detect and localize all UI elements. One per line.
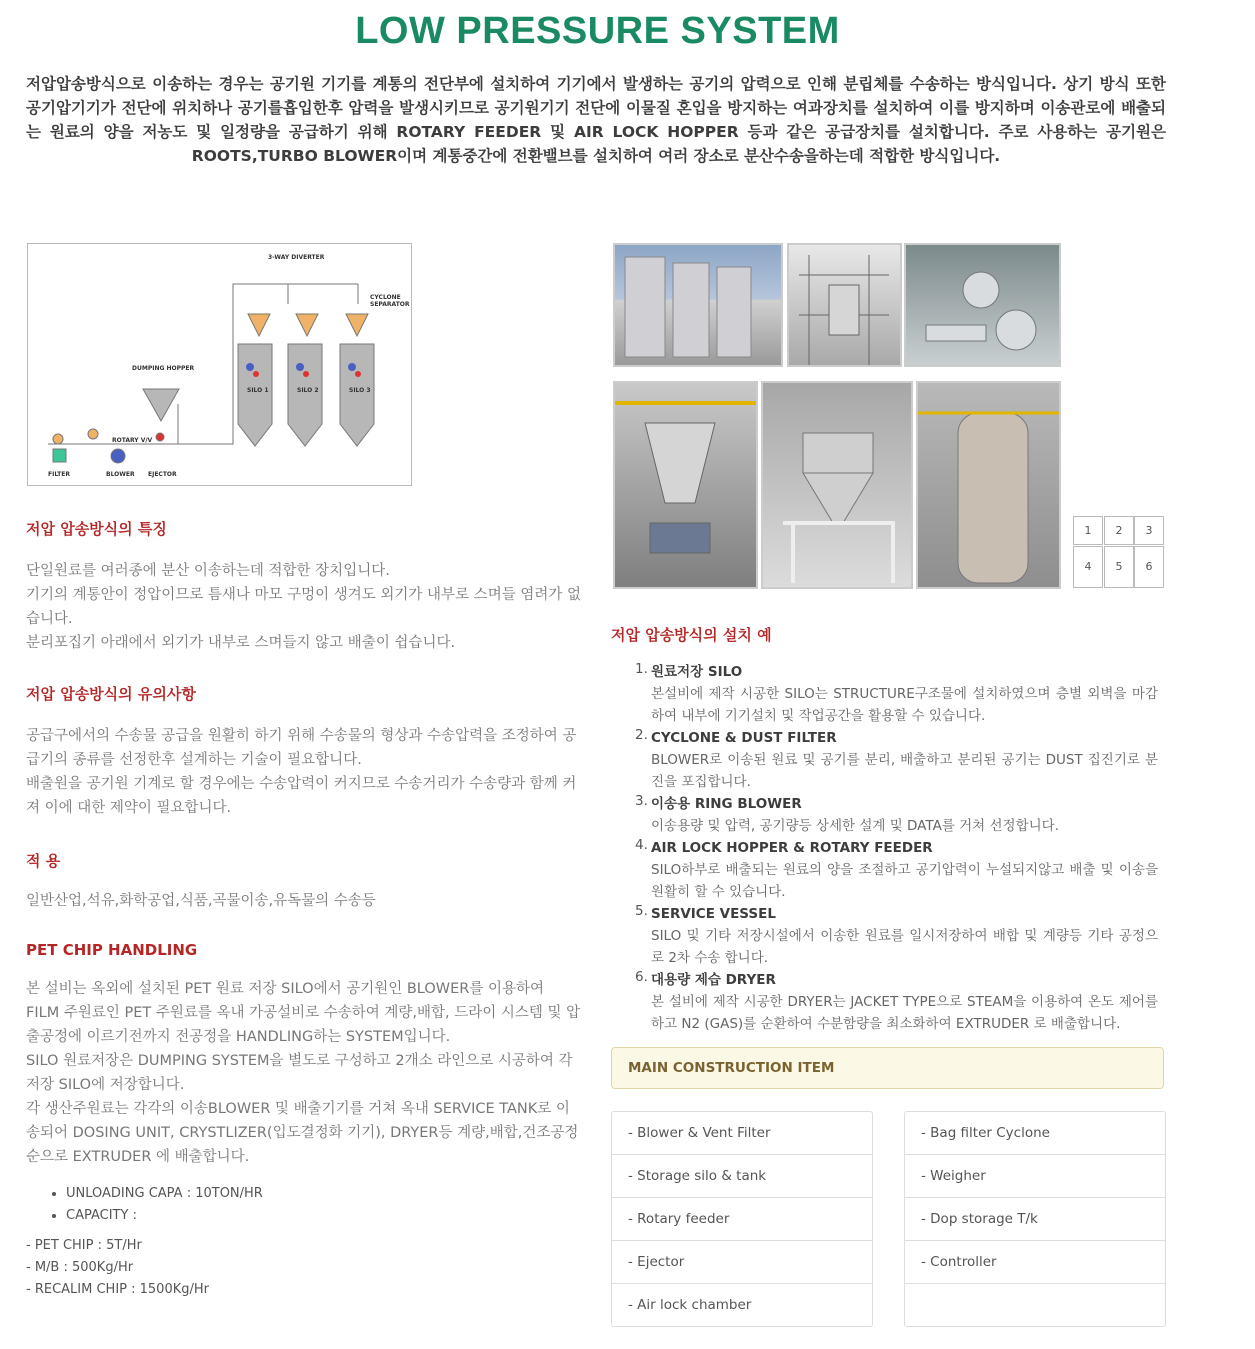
photo-feeder[interactable]: [613, 381, 758, 589]
item-number: 3.: [635, 793, 648, 809]
diagram-label-cyclone: CYCLONE: [370, 294, 401, 301]
photo-dryer[interactable]: [916, 381, 1061, 589]
list-item: [611, 837, 1166, 903]
diagram-label-ejector: EJECTOR: [148, 471, 177, 478]
features-line: 기기의 계통안이 정압이므로 틈새나 마모 구멍이 생겨도 외기가 내부로 스며들 염려가 없습니다.: [26, 587, 581, 627]
list-item: [611, 661, 1166, 727]
photo-vessel[interactable]: [761, 381, 913, 589]
item-title: SERVICE VESSEL: [651, 906, 776, 922]
item-number: 1.: [635, 661, 648, 677]
left-column: [26, 518, 581, 1301]
photo-silos[interactable]: [613, 243, 783, 367]
item-desc: 본 설비에 제작 시공한 DRYER는 JACKET TYPE으로 STEAM을 이용하여 온도 제어를 하고 N2 (GAS)를 순환하여 수분함량을 최소화하여 EXTRUDER 로 배출합니다.: [651, 994, 1158, 1032]
capacity-item: - M/B : 500Kg/Hr: [26, 1260, 134, 1275]
thumb-button[interactable]: 5: [1104, 546, 1134, 588]
item-number: 6.: [635, 969, 648, 985]
capacity-item: - PET CHIP : 5T/Hr: [26, 1238, 142, 1253]
diagram-label-blower: BLOWER: [106, 471, 135, 478]
item-title: 원료저장 SILO: [651, 664, 743, 680]
diagram-label-silo1: SILO 1: [247, 387, 269, 394]
diagram-label-hopper: DUMPING HOPPER: [132, 365, 195, 372]
bullet-item: • CAPACITY :: [66, 1205, 581, 1227]
diagram-label-diverter: 3-WAY DIVERTER: [268, 254, 325, 261]
pet-heading: PET CHIP HANDLING: [26, 941, 198, 959]
diagram-label-silo2: SILO 2: [297, 387, 319, 394]
list-item: [611, 903, 1166, 969]
capacity-item: - RECALIM CHIP : 1500Kg/Hr: [26, 1282, 209, 1297]
item-title: CYCLONE & DUST FILTER: [651, 730, 837, 746]
apply-text: 일반산업,석유,화학공업,식품,곡물이송,유독물의 수송등: [26, 893, 376, 909]
diagram-label-rotary: ROTARY V/V: [112, 437, 153, 444]
features-line: 단일원료를 여러종에 분산 이송하는데 적합한 장치입니다.: [26, 563, 390, 579]
photo-blowers[interactable]: [904, 243, 1061, 367]
item-desc: 본설비에 제작 시공한 SILO는 STRUCTURE구조물에 설치하였으며 층별 외벽을 마감하여 내부에 기기설치 및 작업공간을 활용할 수 있습니다.: [651, 686, 1158, 724]
item-title: AIR LOCK HOPPER & ROTARY FEEDER: [651, 840, 933, 856]
item-desc: BLOWER로 이송된 원료 및 공기를 분리, 배출하고 분리된 공기는 DUST 집진기로 분진을 포집합니다.: [651, 752, 1158, 790]
list-item: [611, 793, 1166, 837]
thumb-button[interactable]: 4: [1073, 546, 1103, 588]
cautions-line: 배출원을 공기원 기계로 할 경우에는 수송압력이 커지므로 수송거리가 수송량과 함께 커져 이에 대한 제약이 필요합니다.: [26, 776, 577, 816]
item-title: 이송용 RING BLOWER: [651, 796, 802, 812]
item-number: 5.: [635, 903, 648, 919]
diagram-label-silo3: SILO 3: [349, 387, 371, 394]
intro-paragraph: 저압압송방식으로 이송하는 경우는 공기원 기기를 계통의 전단부에 설치하여 기기에서 발생하는 공기의 압력으로 인해 분립체를 수송하는 방식입니다. 상기 방식 또한 공기압기기가 전단에 위치하나 공기를흡입한후 압력을 발생시키므로 공기원기기 전단에 이물질 혼입을 방지하는 여과장치를 설치하여 이를 방지하며 이송관로에 배출되는 원료의 양을 저농도 및 일정량을 공급하기 위해 ROTARY FEEDER 및 AIR LOCK HOPPER 등과 같은 공급장치를 설치합니다. 주로 사용하는 공기원은 ROOTS,TURBO BLOWER이며 계통중간에 전환밸브를 설치하여 여러 장소로 분산수송을하는데 적합한 방식입니다.: [26, 75, 1166, 165]
construction-item: - Dop storage T/k: [905, 1198, 1165, 1241]
construction-item: - Air lock chamber: [628, 1297, 752, 1313]
construction-item: - Controller: [905, 1241, 1165, 1284]
list-item: [611, 727, 1166, 793]
thumb-button[interactable]: 2: [1104, 516, 1134, 545]
item-number: 2.: [635, 727, 648, 743]
construction-item: - Storage silo & tank: [612, 1155, 872, 1198]
construction-item: - Blower & Vent Filter: [612, 1112, 872, 1155]
item-title: 대용량 제습 DRYER: [651, 972, 776, 988]
diagram-label-filter: FILTER: [48, 471, 70, 478]
construction-item-empty: [905, 1284, 1165, 1327]
item-number: 4.: [635, 837, 648, 853]
item-desc: SILO 및 기타 저장시설에서 이송한 원료를 일시저장하여 배합 및 계량등 기타 공정으로 2차 수송 합니다.: [651, 928, 1158, 966]
process-diagram: [27, 243, 412, 486]
features-line: 분리포집기 아래에서 외기가 내부로 스며들지 않고 배출이 쉽습니다.: [26, 635, 456, 651]
construction-list-right: [904, 1111, 1166, 1327]
diagram-label-separator: SEPARATOR: [370, 301, 410, 308]
item-desc: SILO하부로 배출되는 원료의 양을 조절하고 공기압력이 누설되지않고 배출 및 이송을 원활히 할 수 있습니다.: [651, 862, 1158, 900]
page-title: LOW PRESSURE SYSTEM: [355, 10, 840, 52]
install-heading: 저압 압송방식의 설치 예: [611, 626, 772, 644]
pet-line: 본 설비는 옥외에 설치된 PET 원료 저장 SILO에서 공기원인 BLOWER를 이용하여 FILM 주원료인 PET 주원료를 옥내 가공설비로 수송하여 계량,배합, 드라이 시스템 및 압출공정에 이르기전까지 전공정을 HANDLING하는 SYSTEM입니다.: [26, 981, 581, 1045]
main-construction-header: [611, 1047, 1164, 1089]
list-item: [611, 969, 1166, 1035]
thumb-button[interactable]: 6: [1134, 546, 1164, 588]
thumb-button[interactable]: 1: [1073, 516, 1103, 545]
cautions-line: 공급구에서의 수송물 공급을 원활히 하기 위해 수송물의 형상과 수송압력을 조정하여 공급기의 종류를 선정한후 설계하는 기술이 필요합니다.: [26, 728, 577, 768]
item-desc: 이송용량 및 압력, 공기량등 상세한 설계 및 DATA를 거쳐 선정합니다.: [651, 818, 1060, 834]
construction-item: - Rotary feeder: [612, 1198, 872, 1241]
pet-line: SILO 원료저장은 DUMPING SYSTEM을 별도로 구성하고 2개소 라인으로 시공하여 각 저장 SILO에 저장합니다.: [26, 1053, 573, 1093]
cautions-heading: 저압 압송방식의 유의사항: [26, 685, 196, 703]
photo-structure[interactable]: [787, 243, 902, 367]
construction-item: - Ejector: [612, 1241, 872, 1284]
bullet-item: • UNLOADING CAPA : 10TON/HR: [66, 1183, 581, 1205]
pet-line: 각 생산주원료는 각각의 이송BLOWER 및 배출기기를 거쳐 옥내 SERVICE TANK로 이송되어 DOSING UNIT, CRYSTLIZER(입도결정화 기기), DRYER등 계량,배합,건조공정 순으로 EXTRUDER 에 배출합니다.: [26, 1101, 579, 1165]
right-column: [611, 624, 1166, 1035]
construction-item: - Bag filter Cyclone: [905, 1112, 1165, 1155]
features-heading: 저압 압송방식의 특징: [26, 520, 167, 538]
thumb-button[interactable]: 3: [1134, 516, 1164, 545]
construction-item: - Weigher: [905, 1155, 1165, 1198]
construction-list-left: [611, 1111, 873, 1327]
install-list: [611, 661, 1166, 1035]
main-construction-label: MAIN CONSTRUCTION ITEM: [628, 1060, 835, 1076]
apply-heading: 적 용: [26, 852, 61, 870]
